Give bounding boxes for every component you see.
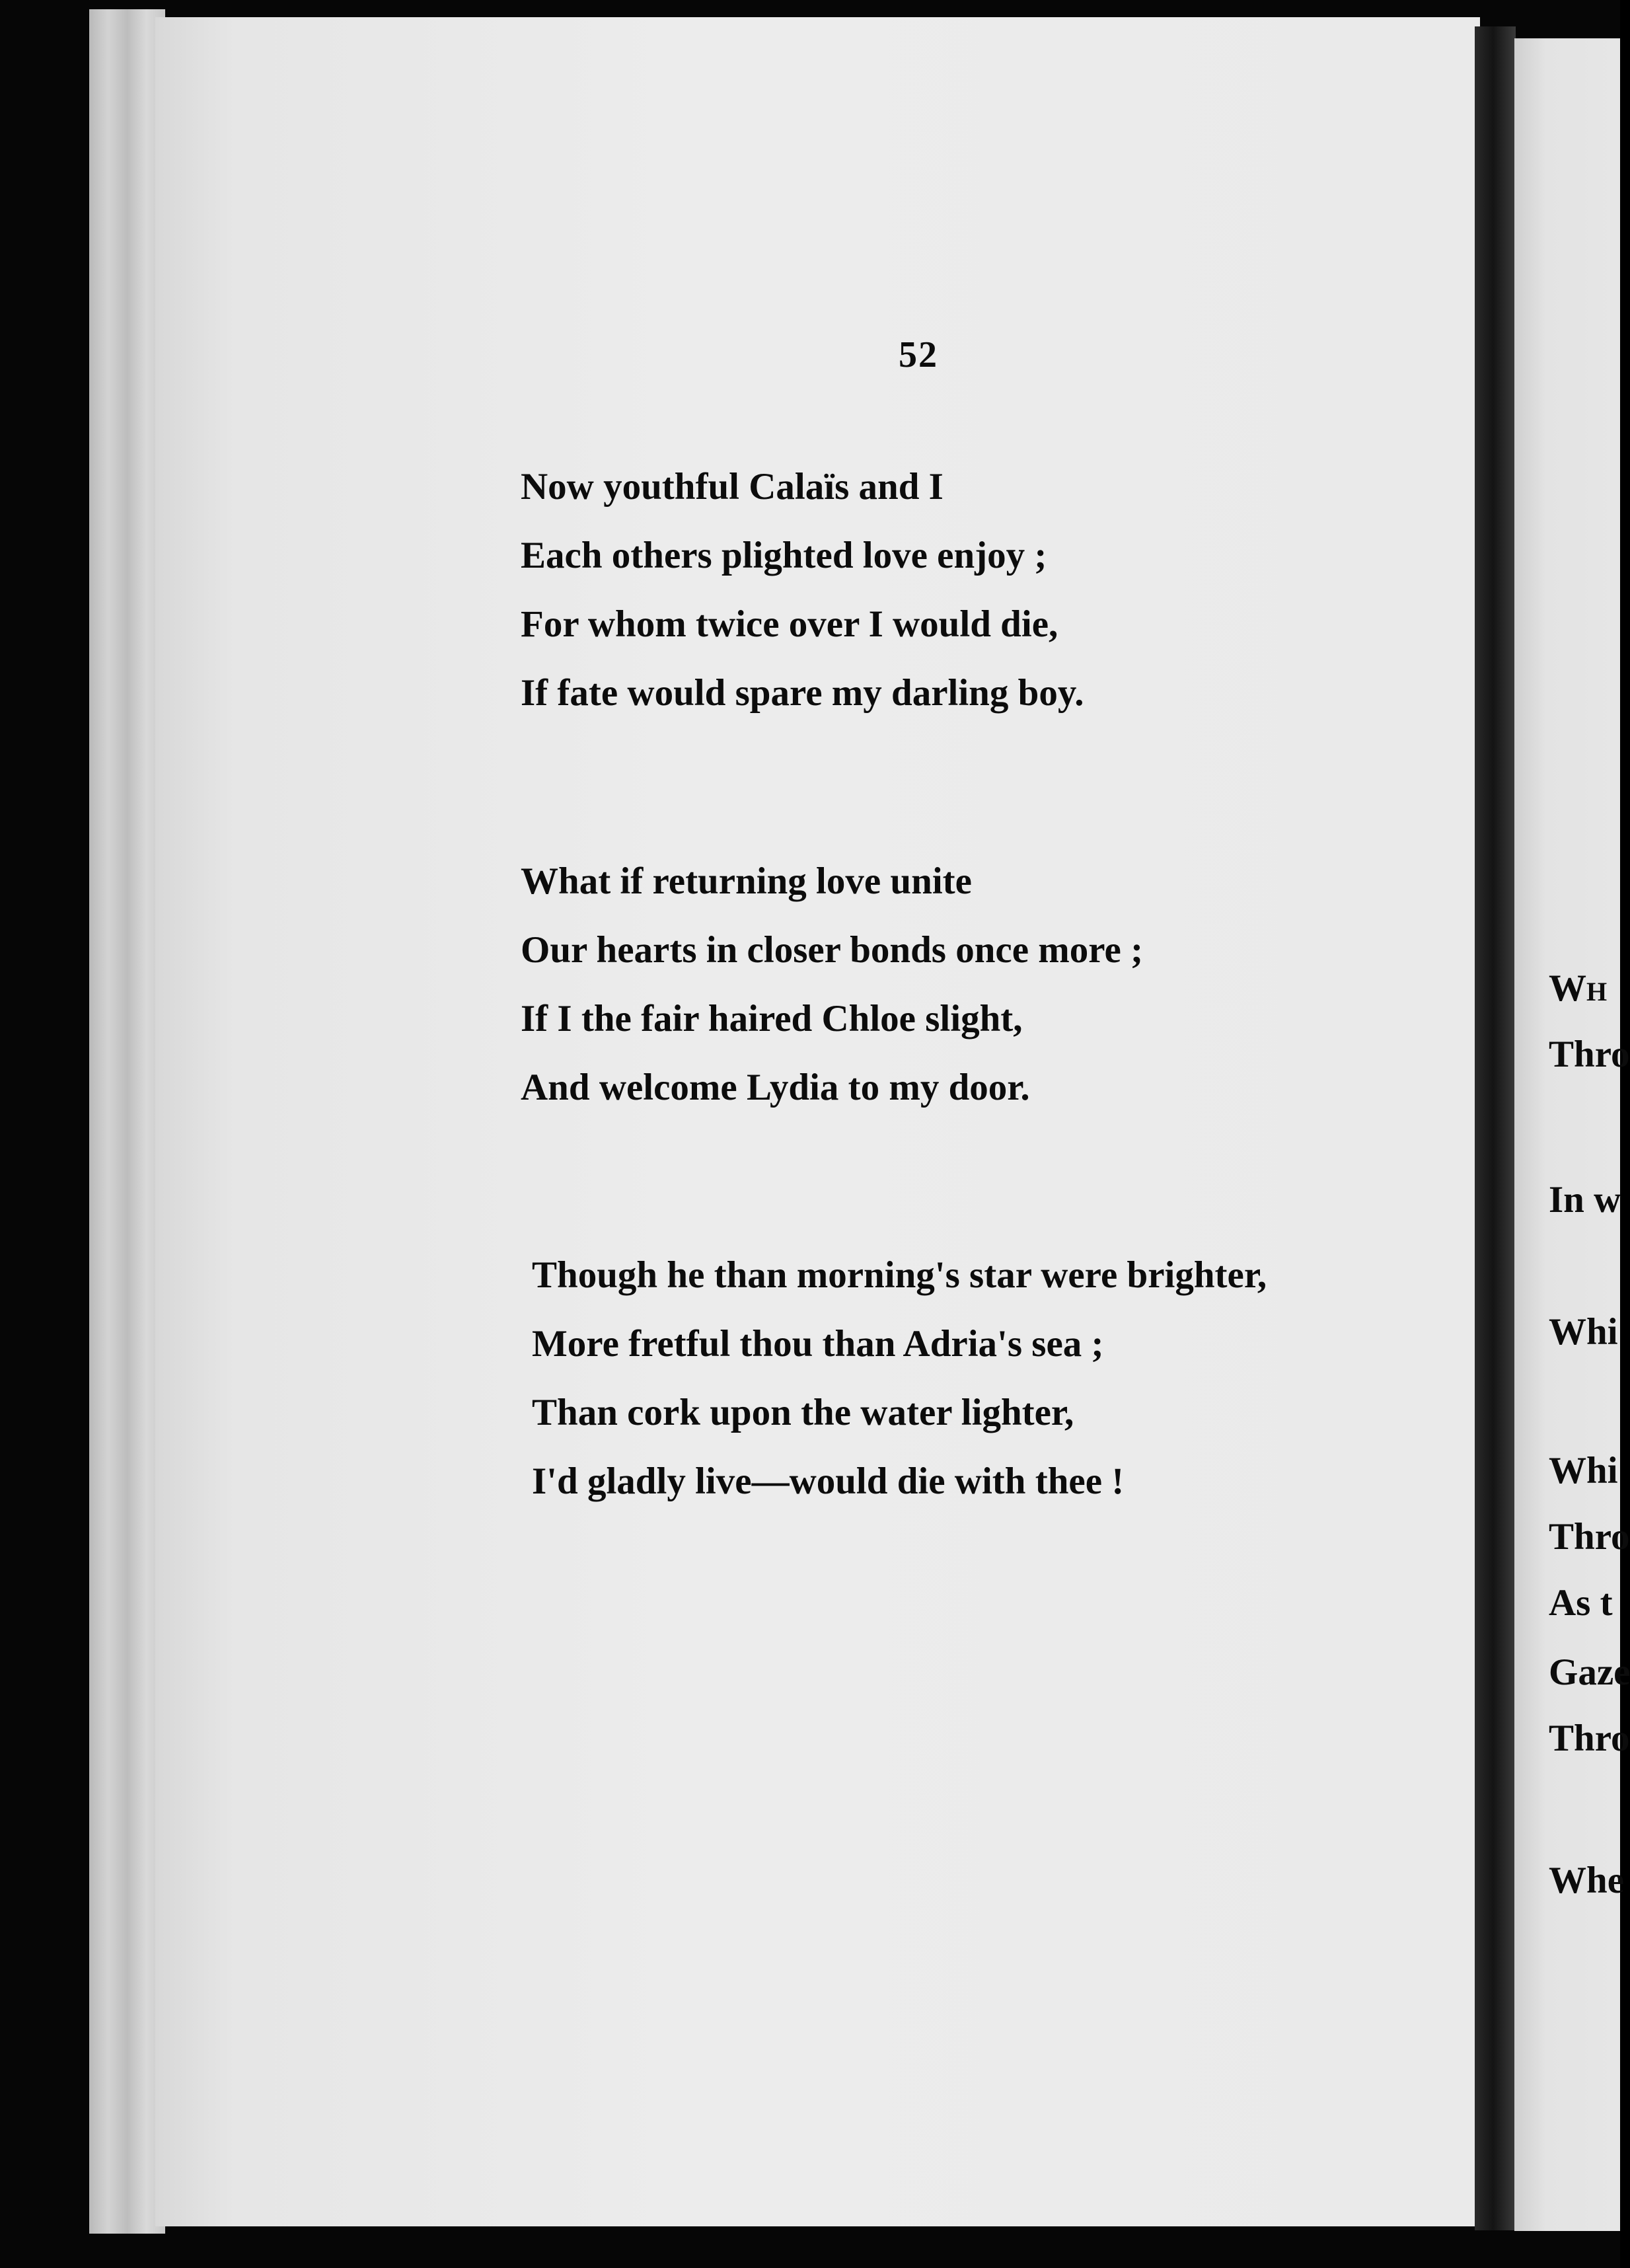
stanza-1	[521, 453, 1366, 728]
poem-line: Our hearts in closer bonds once more ;	[521, 929, 1144, 971]
facing-page-fragment: As t	[1549, 1582, 1613, 1624]
facing-page-fragment: Wh	[1549, 967, 1608, 1009]
poem-line: Than cork upon the water lighter,	[532, 1392, 1074, 1433]
poem-line: If fate would spare my darling boy.	[521, 672, 1084, 714]
facing-page-fragment: Thro	[1549, 1516, 1630, 1558]
stanza-2	[521, 847, 1366, 1122]
facing-page-fragment: Thro	[1549, 1718, 1630, 1759]
stanza-3	[532, 1241, 1378, 1516]
poem-line: Now youthful Calaïs and I	[521, 466, 944, 508]
poem-line: I'd gladly live—would die with thee !	[532, 1460, 1125, 1502]
book-gutter	[1475, 26, 1516, 2230]
facing-page-fragment: Gaze	[1549, 1651, 1630, 1693]
poem-line: If I the fair haired Chloe slight,	[521, 998, 1023, 1040]
poem-line: What if returning love unite	[521, 860, 972, 902]
poem-line: And welcome Lydia to my door.	[521, 1067, 1030, 1108]
facing-page-fragment: In w	[1549, 1179, 1621, 1221]
poem-line: More fretful thou than Adria's sea ;	[532, 1323, 1104, 1365]
facing-page	[1514, 38, 1630, 2231]
facing-page-fragment: Whi	[1549, 1450, 1618, 1492]
poem-line: Though he than morning's star were brighter,	[532, 1254, 1267, 1296]
page-number: 52	[899, 334, 938, 375]
poem-line: For whom twice over I would die,	[521, 603, 1058, 645]
facing-page-fragment: Whi	[1549, 1311, 1618, 1353]
page-edges	[89, 9, 165, 2234]
facing-page-fragment: Whe	[1549, 1860, 1624, 1901]
facing-page-fragment: Thro	[1549, 1034, 1630, 1075]
poem-line: Each others plighted love enjoy ;	[521, 535, 1047, 576]
